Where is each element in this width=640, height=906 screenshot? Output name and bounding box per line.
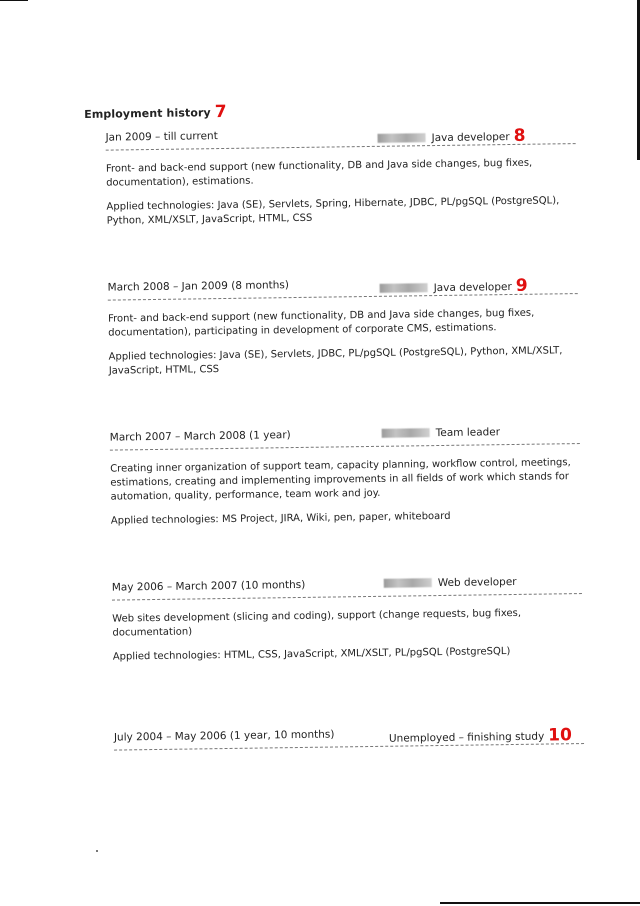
scan-speck	[96, 850, 98, 852]
entry-role	[380, 276, 528, 298]
entry-role-text: Java developer	[431, 131, 510, 145]
entry-description: Front- and back-end support (new functionality, DB and Java side changes, bug fixes, documentation), estimations.	[105, 157, 533, 189]
redacted-company	[382, 428, 430, 438]
entry-technologies: Applied technologies: HTML, CSS, JavaScript, XML/XSLT, PL/pgSQL (PostgreSQL)	[112, 646, 511, 663]
entry-role-text: Team leader	[435, 426, 501, 440]
entry-description: Front- and back-end support (new functionality, DB and Java side changes, bug fixes, documentation), participating in development of corporate CMS, estimations.	[107, 307, 535, 339]
redacted-company	[380, 283, 428, 293]
entry-role	[389, 725, 572, 748]
entry-description: Web sites development (slicing and coding), support (change requests, bug fixes, documentation)	[112, 607, 522, 639]
entry-date: May 2006 – March 2007 (10 months)	[111, 578, 306, 594]
entry-role-text: Unemployed – finishing study	[388, 730, 545, 745]
scan-edge-mark	[440, 902, 640, 904]
entry-header	[105, 125, 575, 148]
employment-entry	[110, 425, 581, 529]
entry-date: March 2008 – Jan 2009 (8 months)	[107, 279, 290, 294]
annotation-number: 8	[513, 125, 526, 146]
employment-entry	[108, 275, 579, 379]
annotation-number: 10	[548, 725, 573, 746]
entry-role	[384, 576, 517, 590]
redacted-company	[378, 133, 426, 143]
entry-header	[108, 275, 578, 298]
section-title	[84, 102, 227, 124]
annotation-number: 9	[515, 275, 528, 296]
annotation-number: 7	[214, 101, 227, 123]
employment-entry	[112, 575, 583, 665]
entry-description: Creating inner organization of support team, capacity planning, workflow control, meetings, estimations, creating and implementing improvements in all fields of work which stands for automation, quality, performance, team work and joy.	[110, 457, 571, 503]
entry-technologies: Applied technologies: Java (SE), Servlets, JDBC, PL/pgSQL (PostgreSQL), Python, XML/XSLT, JavaScript, HTML, CSS	[108, 345, 563, 377]
entry-role-text: Java developer	[433, 280, 512, 295]
employment-entry	[114, 725, 584, 751]
redacted-company	[384, 578, 432, 588]
section-title-text: Employment history	[84, 106, 211, 121]
employment-entry	[105, 125, 576, 229]
entry-technologies: Applied technologies: MS Project, JIRA, Wiki, pen, paper, whiteboard	[110, 510, 451, 527]
entry-date: Jan 2009 – till current	[105, 130, 218, 144]
entry-role	[382, 426, 500, 440]
entry-date: July 2004 – May 2006 (1 year, 10 months)	[113, 728, 335, 744]
entry-role	[377, 126, 525, 148]
entry-header	[114, 725, 584, 748]
entry-technologies: Applied technologies: Java (SE), Servlets, Spring, Hibernate, JDBC, PL/pgSQL (PostgreSQL), Python, XML/XSLT, JavaScript, HTML, CSS	[106, 195, 560, 227]
entry-date: March 2007 – March 2008 (1 year)	[109, 429, 291, 444]
entry-role-text: Web developer	[437, 575, 517, 590]
